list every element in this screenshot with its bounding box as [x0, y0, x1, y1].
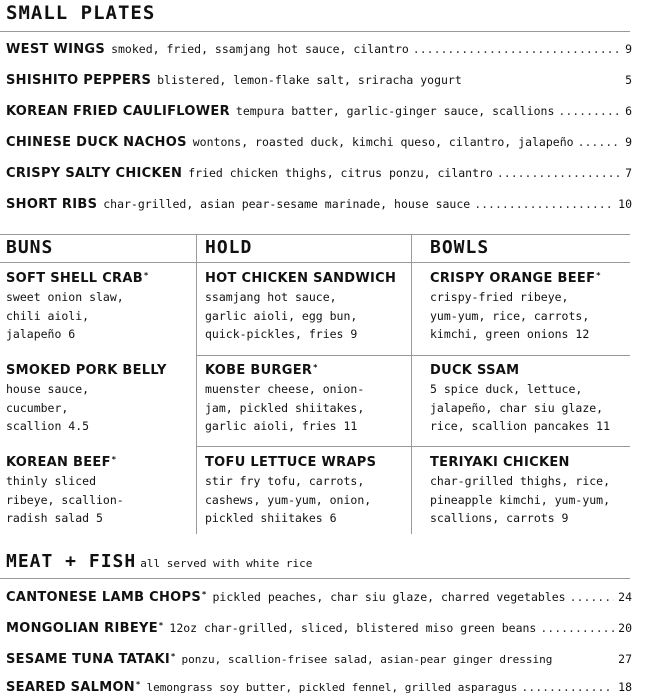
- item-price: 27: [618, 652, 632, 666]
- item-price: 20: [618, 621, 632, 635]
- menu-item-crispy-salty-chicken: [6, 166, 632, 184]
- item-description-line: radish salad 5: [6, 511, 103, 525]
- item-name-text: TERIYAKI CHICKEN: [430, 455, 570, 470]
- item-description-line: jalapeño 6: [6, 327, 76, 341]
- item-name: [205, 271, 397, 286]
- item-description-line: yum-yum, rice, carrots,: [430, 308, 590, 323]
- small-plates-rule: [0, 31, 630, 32]
- item-description-line: garlic aioli, egg bun,: [205, 308, 358, 323]
- item-name-text: KOBE BURGER: [205, 363, 313, 378]
- item-description-line: ssamjang hot sauce,: [205, 290, 337, 304]
- item-description-line: house sauce,: [6, 382, 90, 396]
- bun-korean-beef: [6, 455, 124, 528]
- meat-fish-title: MEAT + FISH: [6, 551, 137, 572]
- item-price: 5: [625, 73, 632, 87]
- item-description-line: chili aioli,: [6, 308, 90, 323]
- item-name-text: DUCK SSAM: [430, 363, 520, 378]
- menu-item-seared-salmon: [6, 680, 632, 698]
- item-description: 12oz char-grilled, sliced, blistered miso green beans: [169, 621, 537, 635]
- item-description-line: jam, pickled shiitakes,: [205, 400, 365, 415]
- item-name-text: KOREAN BEEF: [6, 455, 111, 470]
- item-description-line: cucumber,: [6, 400, 69, 415]
- item-name: WEST WINGS: [6, 42, 106, 57]
- item-name-text: SMOKED PORK BELLY: [6, 363, 167, 378]
- item-name: [6, 363, 168, 378]
- menu-item-sesame-tuna-tataki: [6, 652, 632, 670]
- item-name: [430, 271, 601, 286]
- menu-item-mongolian-ribeye: [6, 621, 632, 639]
- raw-item-marker: *: [143, 271, 149, 280]
- hold-kobe-burger: [205, 363, 364, 436]
- menu-item-short-ribs: [6, 197, 632, 215]
- item-description-line: sweet onion slaw,: [6, 290, 124, 304]
- item-name: [6, 455, 124, 470]
- item-name-text: MONGOLIAN RIBEYE: [6, 621, 158, 636]
- item-price: 18: [618, 680, 632, 694]
- raw-item-marker: *: [596, 271, 601, 280]
- item-name: [6, 652, 176, 667]
- menu-item-west-wings: [6, 42, 632, 60]
- item-description-line: char-grilled thighs, rice,: [430, 474, 611, 488]
- bowl-crispy-orange-beef: [430, 271, 601, 344]
- item-description: tempura batter, garlic-ginger sauce, scallions: [235, 104, 555, 118]
- item-description: ponzu, scallion-frisee salad, asian-pear ginger dressing: [181, 653, 553, 666]
- item-description: pickled peaches, char siu glaze, charred vegetables: [212, 590, 566, 604]
- item-name: CHINESE DUCK NACHOS: [6, 135, 187, 150]
- bowl-teriyaki-chicken: [430, 455, 610, 528]
- menu-item-shishito-peppers: [6, 73, 632, 91]
- menu-item-korean-fried-cauliflower: [6, 104, 632, 122]
- raw-item-marker: *: [111, 455, 117, 464]
- item-description-line: garlic aioli, fries 11: [205, 419, 358, 433]
- item-name: SHORT RIBS: [6, 197, 98, 212]
- meat-fish-rule: [0, 578, 630, 579]
- item-description-line: ribeye, scallion-: [6, 492, 124, 507]
- item-description-line: muenster cheese, onion-: [205, 382, 365, 396]
- columns-header-rule: [0, 262, 630, 263]
- item-name-text: TOFU LETTUCE WRAPS: [205, 455, 377, 470]
- columns-row-rule-1: [197, 355, 630, 356]
- leader-dots: [497, 166, 621, 180]
- item-description-line: 5 spice duck, lettuce,: [430, 382, 583, 396]
- meat-fish-note: all served with white rice: [140, 557, 313, 570]
- menu-item-chinese-duck-nachos: [6, 135, 632, 153]
- raw-item-marker: *: [171, 652, 176, 661]
- item-description-line: pickled shiitakes 6: [205, 511, 337, 525]
- bun-soft-shell-crab: [6, 271, 148, 344]
- item-description-line: scallions, carrots 9: [430, 511, 569, 525]
- item-description: wontons, roasted duck, kimchi queso, cilantro, jalapeño: [192, 135, 574, 149]
- item-name: SHISHITO PEPPERS: [6, 73, 152, 88]
- item-price: 6: [625, 104, 632, 118]
- item-name: CRISPY SALTY CHICKEN: [6, 166, 183, 181]
- meat-fish-heading: [6, 551, 312, 572]
- item-price: 10: [618, 197, 632, 211]
- item-name: [6, 680, 140, 695]
- raw-item-marker: *: [202, 590, 207, 599]
- leader-dots: [413, 42, 621, 56]
- item-description-line: cashews, yum-yum, onion,: [205, 492, 372, 507]
- leader-dots: [558, 104, 621, 118]
- item-description-line: thinly sliced: [6, 474, 97, 488]
- column-divider-2: [411, 234, 412, 534]
- bun-smoked-pork-belly: [6, 363, 168, 436]
- item-name: [6, 271, 148, 286]
- item-description-line: kimchi, green onions 12: [430, 327, 590, 341]
- item-description: char-grilled, asian pear-sesame marinade, house sauce: [103, 197, 471, 211]
- item-description-line: pineapple kimchi, yum-yum,: [430, 492, 611, 507]
- hold-hot-chicken-sandwich: [205, 271, 397, 344]
- leader-dots: [570, 590, 615, 604]
- item-description-line: scallion 4.5: [6, 419, 90, 433]
- raw-item-marker: *: [313, 363, 318, 372]
- item-name: KOREAN FRIED CAULIFLOWER: [6, 104, 230, 119]
- item-price: 9: [625, 42, 632, 56]
- item-name-text: SOFT SHELL CRAB: [6, 271, 143, 286]
- small-plates-heading: SMALL PLATES: [6, 2, 156, 24]
- item-description-line: rice, scallion pancakes 11: [430, 419, 611, 433]
- columns-top-rule: [0, 234, 630, 235]
- item-description: blistered, lemon-flake salt, sriracha yogurt: [157, 73, 462, 87]
- item-description-line: jalapeño, char siu glaze,: [430, 400, 604, 415]
- item-name-text: SESAME TUNA TATAKI: [6, 652, 171, 667]
- item-name: [430, 363, 610, 378]
- leader-dots: [474, 197, 614, 211]
- item-description-line: crispy-fried ribeye,: [430, 290, 569, 304]
- item-name-text: CRISPY ORANGE BEEF: [430, 271, 596, 286]
- buns-heading: BUNS: [6, 237, 54, 258]
- hold-heading: HOLD: [205, 237, 253, 258]
- columns-row-rule-2: [197, 446, 630, 447]
- item-name: [430, 455, 610, 470]
- bowl-duck-ssam: [430, 363, 610, 436]
- item-name: [6, 590, 207, 605]
- leader-dots: [578, 135, 622, 149]
- raw-item-marker: *: [158, 621, 164, 630]
- item-description-line: stir fry tofu, carrots,: [205, 474, 365, 488]
- menu-item-cantonese-lamb-chops: [6, 590, 632, 608]
- item-name: [6, 621, 163, 636]
- item-description-line: quick-pickles, fries 9: [205, 327, 358, 341]
- item-name: [205, 455, 377, 470]
- bowls-heading: BOWLS: [430, 237, 490, 258]
- item-price: 9: [625, 135, 632, 149]
- item-description: lemongrass soy butter, pickled fennel, grilled asparagus: [146, 681, 518, 694]
- item-name: [205, 363, 364, 378]
- item-description: smoked, fried, ssamjang hot sauce, cilantro: [111, 42, 409, 56]
- raw-item-marker: *: [136, 680, 141, 689]
- item-name-text: CANTONESE LAMB CHOPS: [6, 590, 202, 605]
- column-divider-1: [196, 234, 197, 534]
- item-name-text: SEARED SALMON: [6, 680, 135, 695]
- leader-dots: [540, 621, 614, 635]
- hold-tofu-lettuce-wraps: [205, 455, 377, 528]
- leader-dots: [521, 680, 614, 694]
- item-price: 24: [618, 590, 632, 604]
- item-name-text: HOT CHICKEN SANDWICH: [205, 271, 397, 286]
- item-description: fried chicken thighs, citrus ponzu, cilantro: [188, 166, 493, 180]
- item-price: 7: [625, 166, 632, 180]
